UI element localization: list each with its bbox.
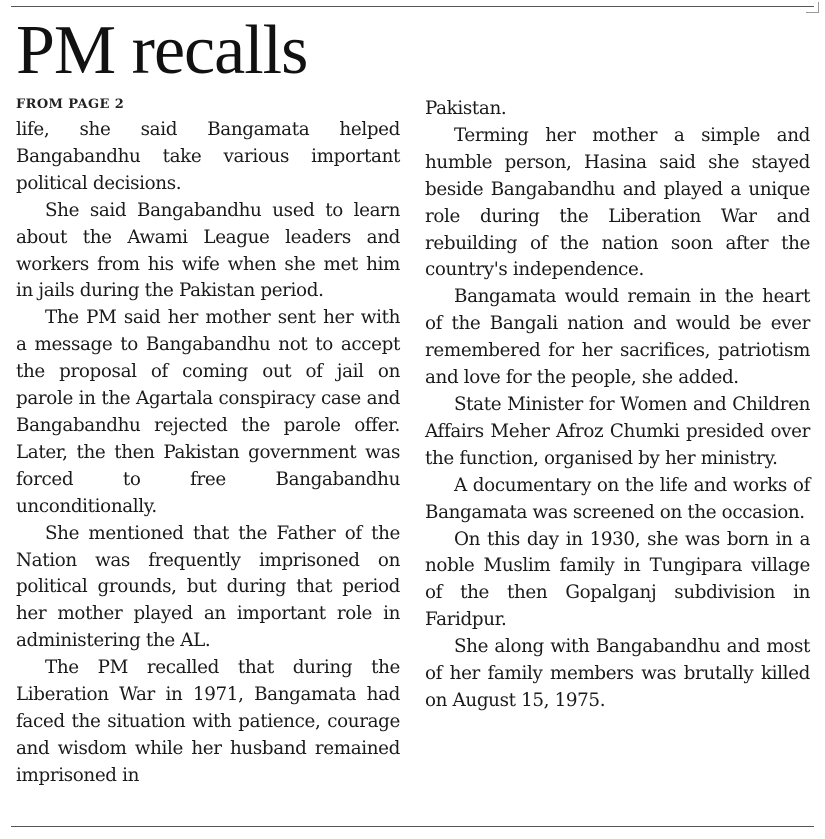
top-rule — [11, 6, 814, 7]
article-column-right — [425, 96, 810, 715]
paragraph: Pakistan. — [425, 98, 507, 119]
paragraph: Bangamata would remain in the heart of the Bangali nation and would be ever remembered for her sacrifices, patriotism and love for the people, she added. — [425, 286, 810, 389]
paragraph: She mentioned that the Father of the Nation was frequently imprisoned on political grounds, but during that period her mother played an important role in administering the AL. — [16, 522, 400, 652]
bottom-rule — [11, 826, 814, 827]
paragraph: She along with Bangabandhu and most of her family members was brutally killed on August 15, 1975. — [425, 636, 810, 711]
paragraph: She said Bangabandhu used to learn about the Awami League leaders and workers from his wife when she met him in jails during the Pakistan period. — [16, 199, 400, 302]
paragraph: The PM recalled that during the Liberation War in 1971, Bangamata had faced the situation with patience, courage and wisdom while her husband remained imprisoned in — [16, 657, 400, 786]
paragraph: Terming her mother a simple and humble person, Hasina said she stayed beside Bangabandhu and played a unique role during the Liberation War and rebuilding of the nation soon after the country's independence. — [425, 124, 810, 281]
article-column-left — [16, 96, 400, 790]
continuation-kicker: FROM PAGE 2 — [16, 97, 125, 112]
paragraph: A documentary on the life and works of Bangamata was screened on the occasion. — [425, 474, 810, 523]
corner-crop-mark — [806, 2, 819, 13]
paragraph: State Minister for Women and Children Affairs Meher Afroz Chumki presided over the function, organised by her ministry. — [425, 393, 810, 469]
paragraph: On this day in 1930, she was born in a noble Muslim family in Tungipara village of the then Gopalganj subdivision in Faridpur. — [425, 528, 810, 631]
paragraph: The PM said her mother sent her with a message to Bangabandhu not to accept the proposal of coming out of jail on parole in the Agartala conspiracy case and Bangabandhu rejected the parole offer. Later, the then Pakistan government was forced to free Bangabandhu unconditionally. — [16, 307, 400, 517]
paragraph: life, she said Bangamata helped Bangabandhu take various important political decisions. — [16, 119, 400, 194]
headline: PM recalls — [16, 12, 308, 89]
